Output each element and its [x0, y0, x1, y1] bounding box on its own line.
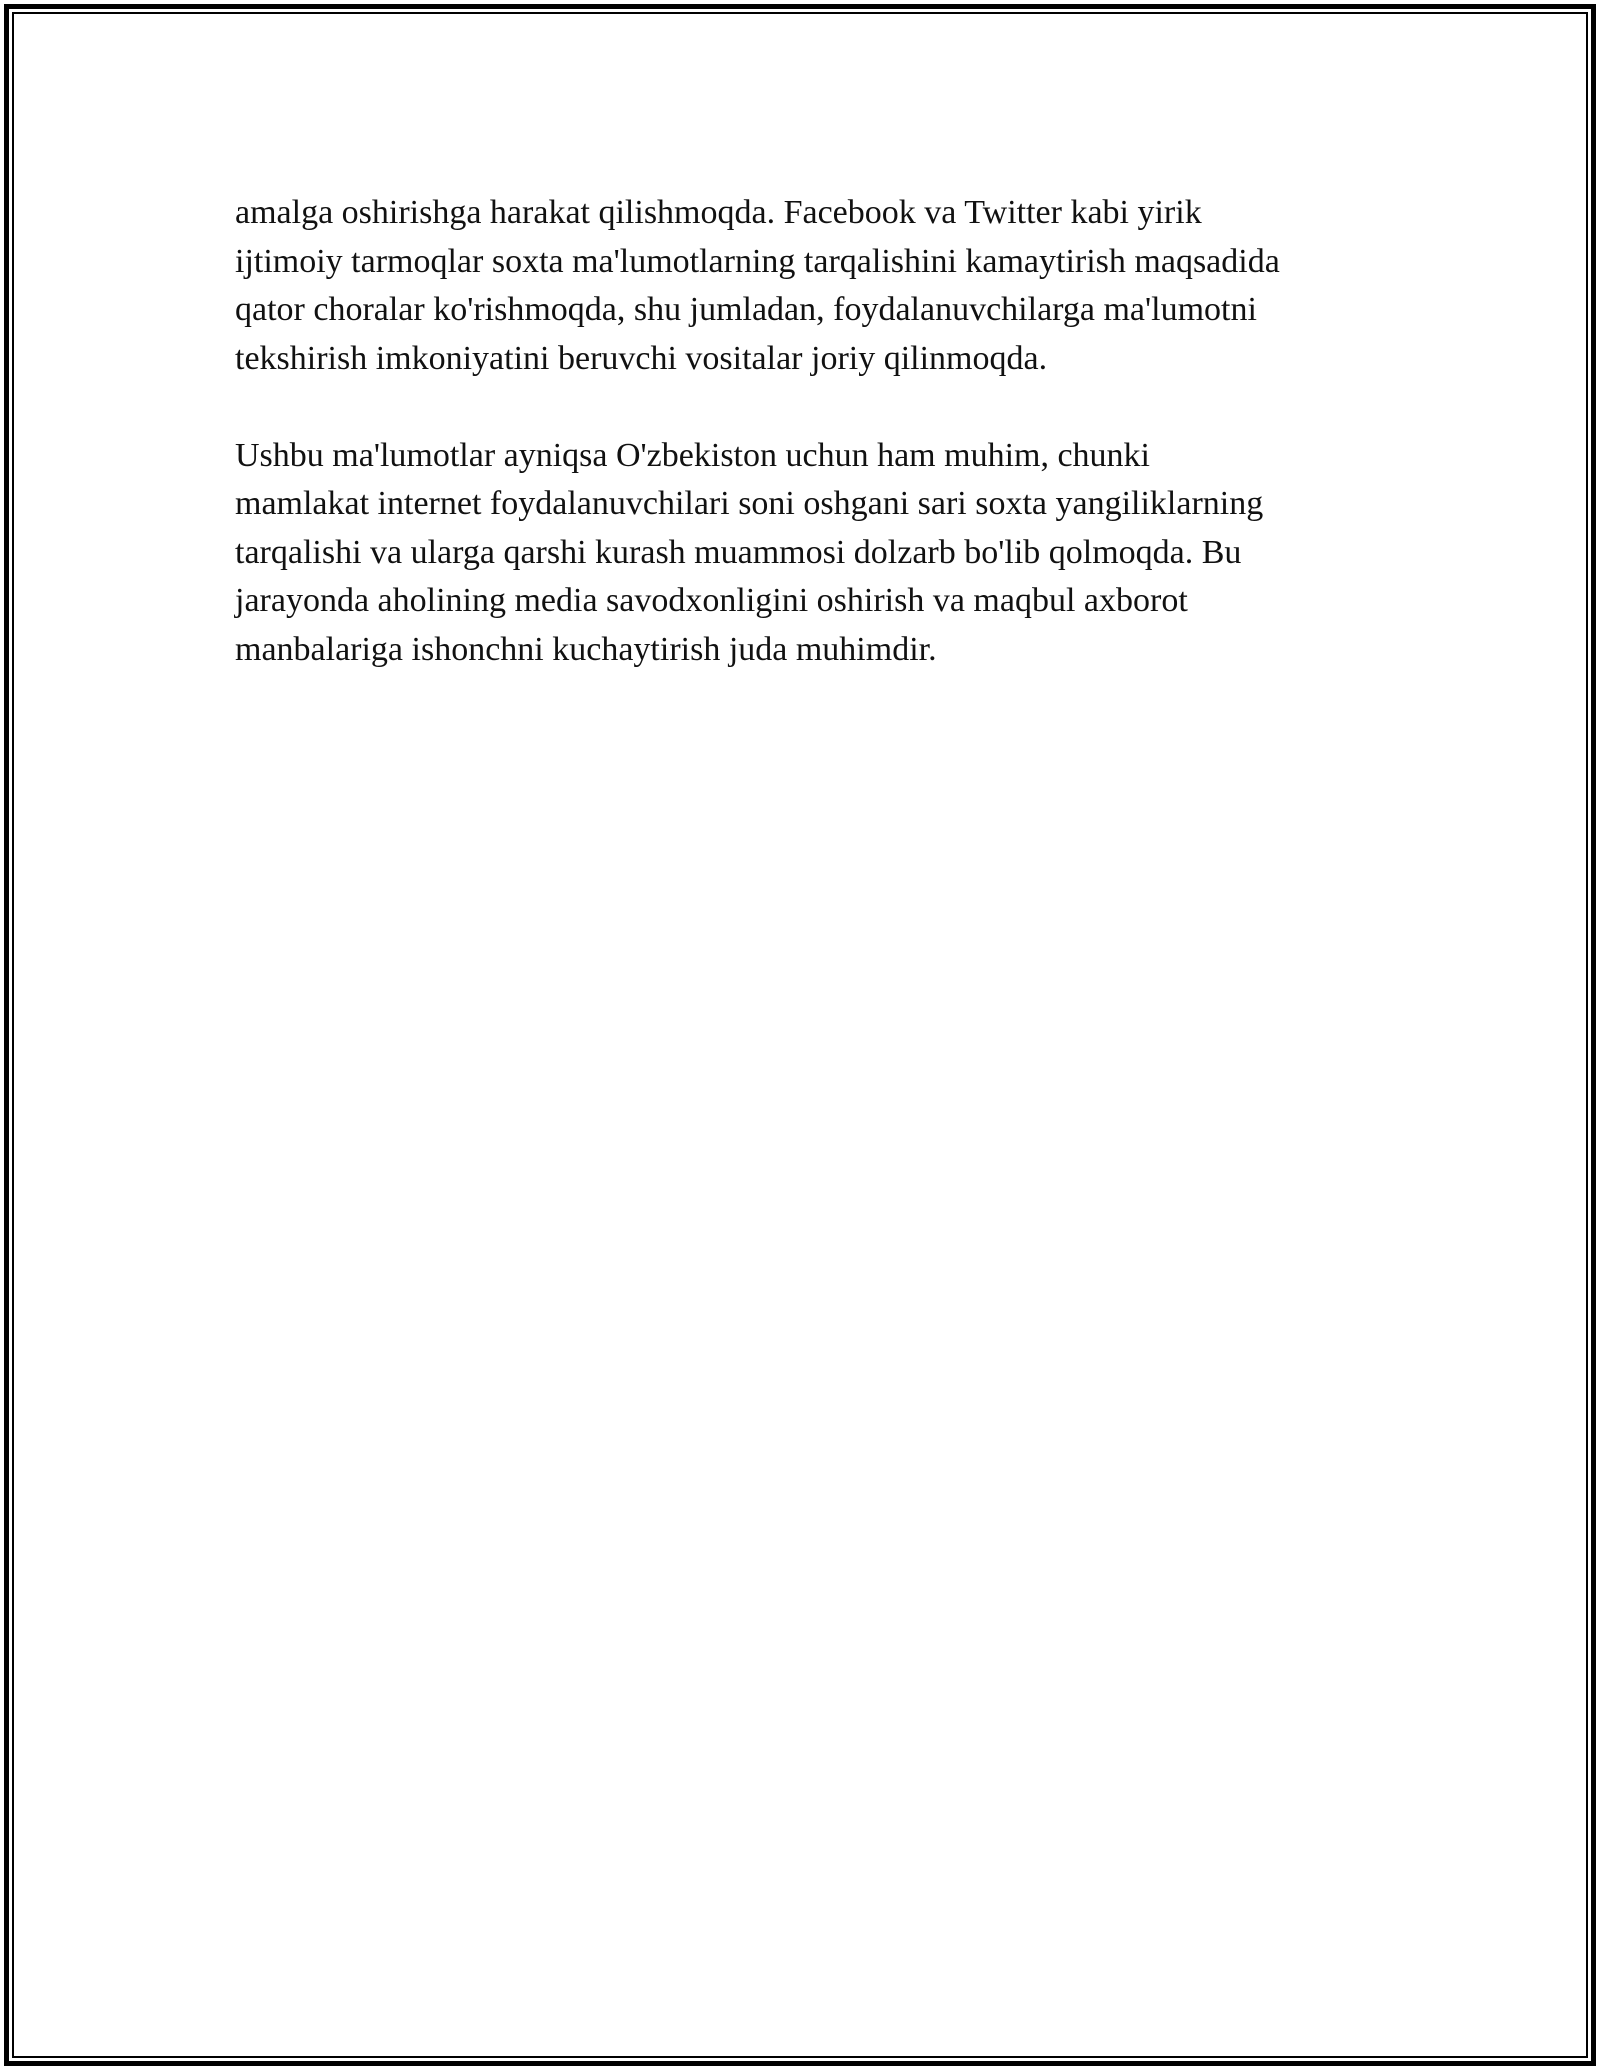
text-line: tarqalishi va ularga qarshi kurash muammosi dolzarb bo'lib qolmoqda. Bu — [235, 533, 1242, 571]
paragraph-2 — [235, 432, 1385, 675]
text-line: amalga oshirishga harakat qilishmoqda. Facebook va Twitter kabi yirik — [235, 194, 1202, 231]
text-line: qator choralar ko'rishmoqda, shu jumladan, foydalanuvchilarga ma'lumotni — [235, 291, 1257, 328]
text-line: mamlakat internet foydalanuvchilari soni oshgani sari soxta yangiliklarning — [235, 485, 1264, 522]
text-line: manbalariga ishonchni kuchaytirish juda muhimdir. — [235, 630, 937, 668]
text-line: Ushbu ma'lumotlar ayniqsa O'zbekiston uchun ham muhim, chunki — [235, 436, 1150, 474]
text-line: tekshirish imkoniyatini beruvchi vositalar joriy qilinmoqda. — [235, 339, 1048, 377]
paragraph-1 — [235, 189, 1385, 383]
document-body — [235, 189, 1385, 723]
text-line: jarayonda aholining media savodxonligini oshirish va maqbul axborot — [235, 582, 1188, 619]
text-line: ijtimoiy tarmoqlar soxta ma'lumotlarning tarqalishini kamaytirish maqsadida — [235, 242, 1280, 280]
